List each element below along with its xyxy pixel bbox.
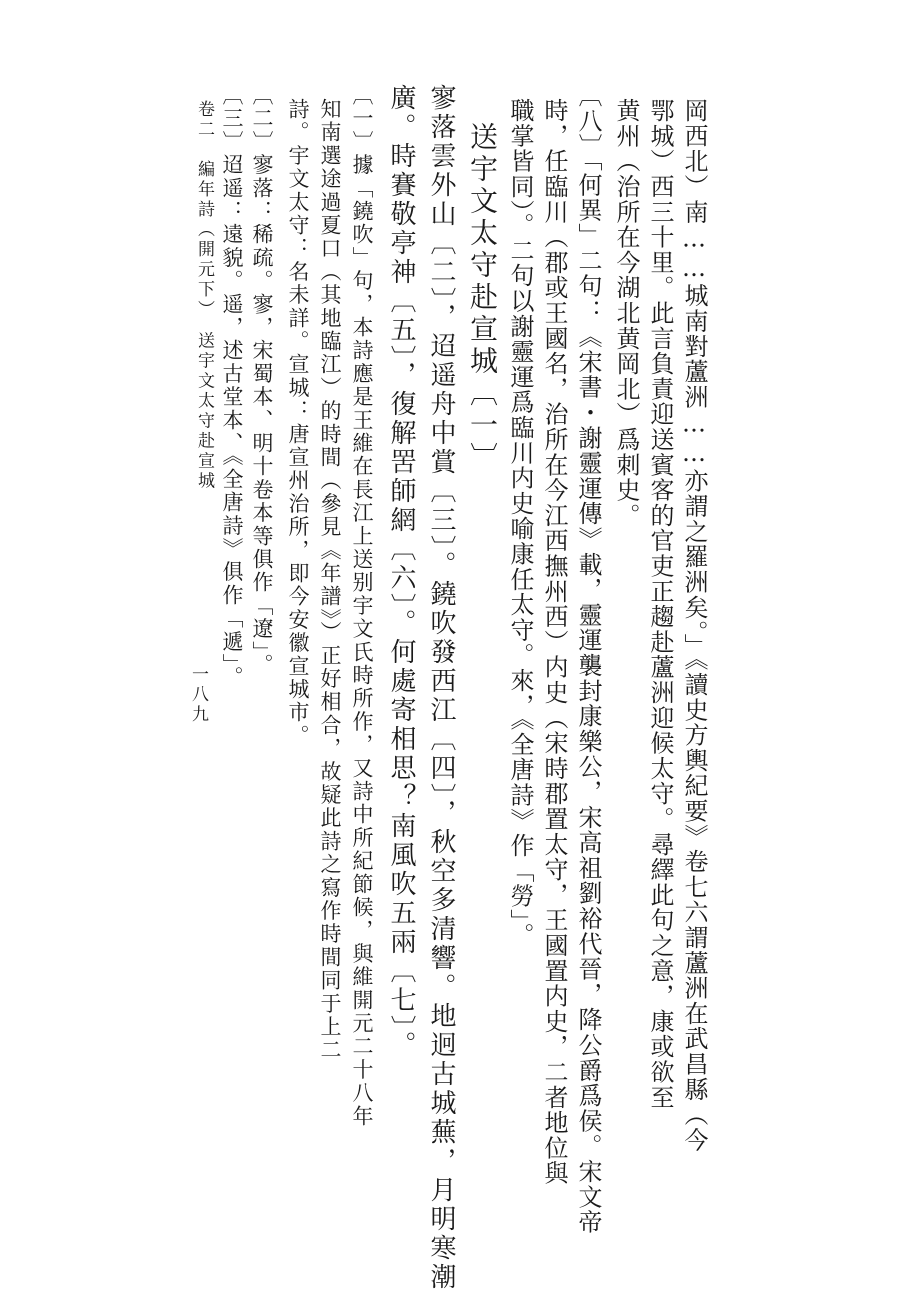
poem-line-2: 廣。時賽敬亭神〔五〕，復解罟師網〔六〕。何處寄相思？南風吹五兩〔七〕。 xyxy=(386,84,416,1060)
running-head: 卷二 編年詩（開元下） 送宇文太守赴宣城 xyxy=(194,100,214,492)
commentary-line-2: 鄂城）西三十里。此言負責迎送賓客的官吏正趨赴蘆洲迎候太守。尋繹此句之意，康或欲至 xyxy=(646,98,674,1110)
commentary-line-3: 黄州（治所在今湖北黄岡北）爲刺史。 xyxy=(612,98,640,529)
note-1-line-1: 〔一〕據「鐃吹」句，本詩應是王維在長江上送别宇文氏時所作，又詩中所紀節候，與維開元二十八年 xyxy=(350,84,374,1128)
note-1-line-2: 知南選途過夏口（其地臨江）的時間（參見《年譜》）正好相合，故疑此詩之寫作時間同于上二 xyxy=(318,98,342,1062)
page-number: 一八九 xyxy=(188,665,208,725)
note-2: 〔二〕寥落：稀疏。寥，宋蜀本、明十卷本等俱作「遼」。 xyxy=(250,84,274,677)
poem-title: 送宇文太守赴宣城〔一〕 xyxy=(466,122,499,474)
note-8-line-1: 〔八〕「何異」二句：《宋書・謝靈運傳》載，靈運襲封康樂公，宋高祖劉裕代晉，降公爵爲侯。宋文帝 xyxy=(574,83,602,1235)
note-1-line-3: 詩。宇文太守：名未詳。宣城：唐宣州治所，即今安徽宣城市。 xyxy=(286,98,310,748)
note-3: 〔三〕迢遥：遠貌。遥，述古堂本、《全唐詩》俱作「遞」。 xyxy=(220,84,244,690)
note-8-line-2: 時，任臨川（郡或王國名，治所在今江西撫州西）内史（宋時郡置太守，王國置内史，二者地位與 xyxy=(540,98,568,1186)
note-8-line-3: 職掌皆同）。二句以謝靈運爲臨川内史喻康任太守。來，《全唐詩》作「勞」。 xyxy=(506,98,534,948)
commentary-line-1: 岡西北）南……城南對蘆洲……亦謂之羅洲矣。」《讀史方輿紀要》卷七六謂蘆洲在武昌縣（今 xyxy=(680,98,708,1153)
poem-line-1: 寥落雲外山〔二〕，迢遥舟中賞〔三〕。鐃吹發西江〔四〕，秋空多清響。地迥古城蕪，月明寒潮 xyxy=(426,84,456,1292)
